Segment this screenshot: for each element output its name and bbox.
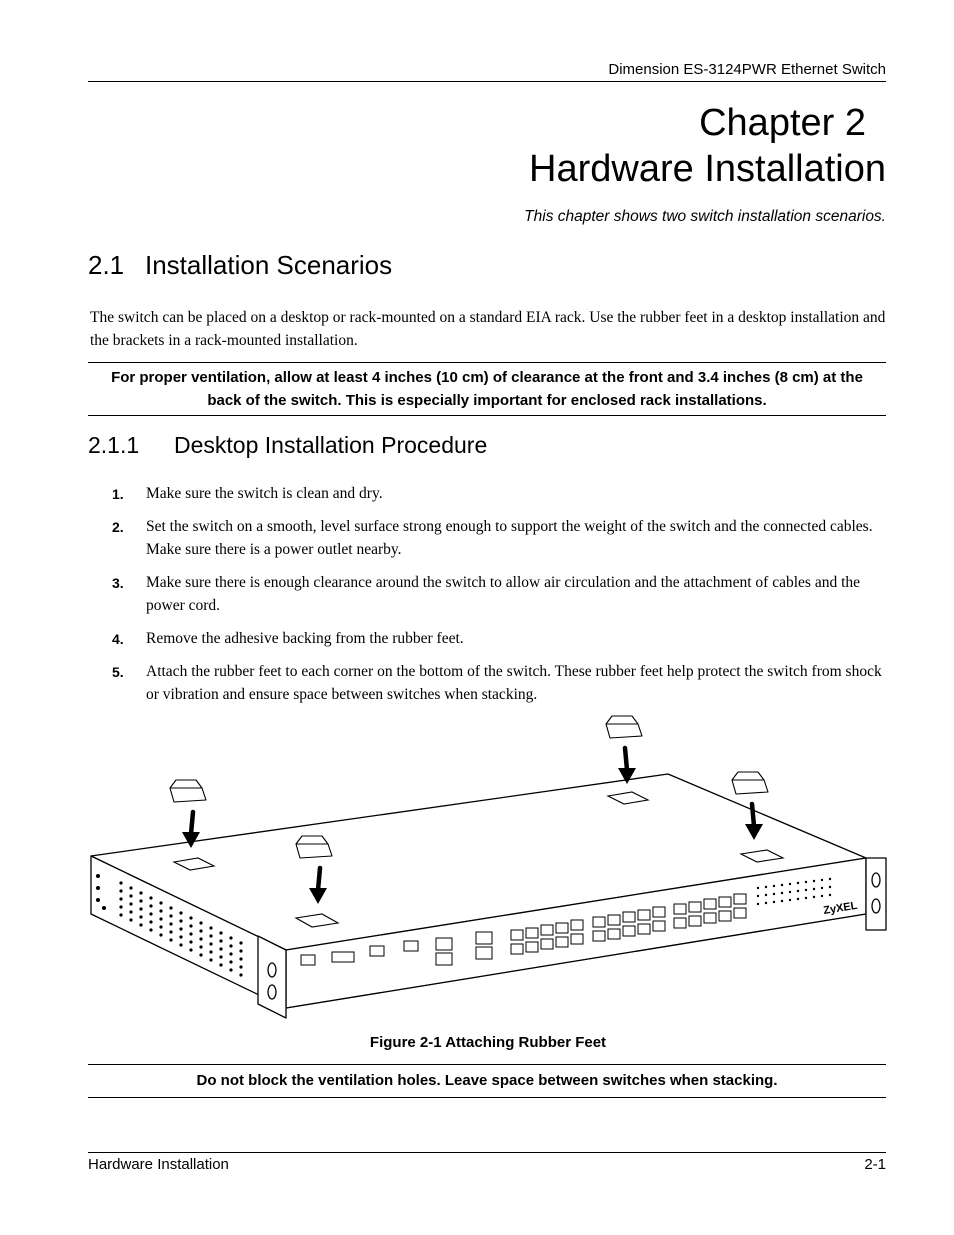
footer-rule [88,1152,886,1153]
step-number: 3. [112,575,124,591]
right-rack-bracket [866,858,886,930]
page-number: 2-1 [864,1156,886,1173]
section-number: 2.1 [88,250,125,280]
step-text: Set the switch on a smooth, level surface strong enough to support the weight of the switch and the connected cables. Make sure there is a power outlet nearby. [146,518,873,558]
figure-caption: Figure 2-1 Attaching Rubber Feet [369,1034,607,1051]
step-number: 5. [112,664,124,680]
running-header: Dimension ES-3124PWR Ethernet Switch [608,61,886,78]
step-item [112,515,892,561]
step-text: Remove the adhesive backing from the rubber feet. [146,630,464,647]
header-rule [88,81,886,82]
step-item [112,482,892,505]
step-number: 2. [112,519,124,535]
step-item [112,627,892,650]
chapter-intro: This chapter shows two switch installation scenarios. [524,208,886,225]
step-number: 4. [112,631,124,647]
step-text: Make sure there is enough clearance around the switch to allow air circulation and the attachment of cables and the power cord. [146,574,861,614]
procedure-steps [112,482,892,716]
ventilation-note: For proper ventilation, allow at least 4 inches (10 cm) of clearance at the front and 3.4 inches (8 cm) at the back of the switch. This is especially important for enclosed rack installations. [88,362,886,416]
rubber-foot [606,716,642,738]
subsection-heading [88,432,487,459]
section-title: Installation Scenarios [145,250,393,280]
chapter-label: Chapter 2 [699,102,866,144]
subsection-number: 2.1.1 [88,432,140,458]
step-text: Make sure the switch is clean and dry. [146,485,383,502]
subsection-title: Desktop Installation Procedure [174,432,488,458]
section-body: The switch can be placed on a desktop or rack-mounted on a standard EIA rack. Use the rubber feet in a desktop installation and the brackets in a rack-mounted installation. [90,309,886,349]
step-item [112,660,892,706]
chapter-heading [529,100,886,192]
footer-section-title: Hardware Installation [88,1156,229,1173]
section-heading [88,250,392,281]
rubber-foot [732,772,768,794]
step-text: Attach the rubber feet to each corner on the bottom of the switch. These rubber feet help protect the switch from shock or vibration and ensure space between switches when stacking. [146,663,882,703]
brand-logo: ZyXEL [822,899,859,917]
chapter-title: Hardware Installation [529,148,886,190]
rubber-feet-figure [86,708,896,1028]
rubber-foot [170,780,206,802]
step-number: 1. [112,486,124,502]
step-item [112,571,892,617]
stacking-note: Do not block the ventilation holes. Leave space between switches when stacking. [88,1064,886,1098]
